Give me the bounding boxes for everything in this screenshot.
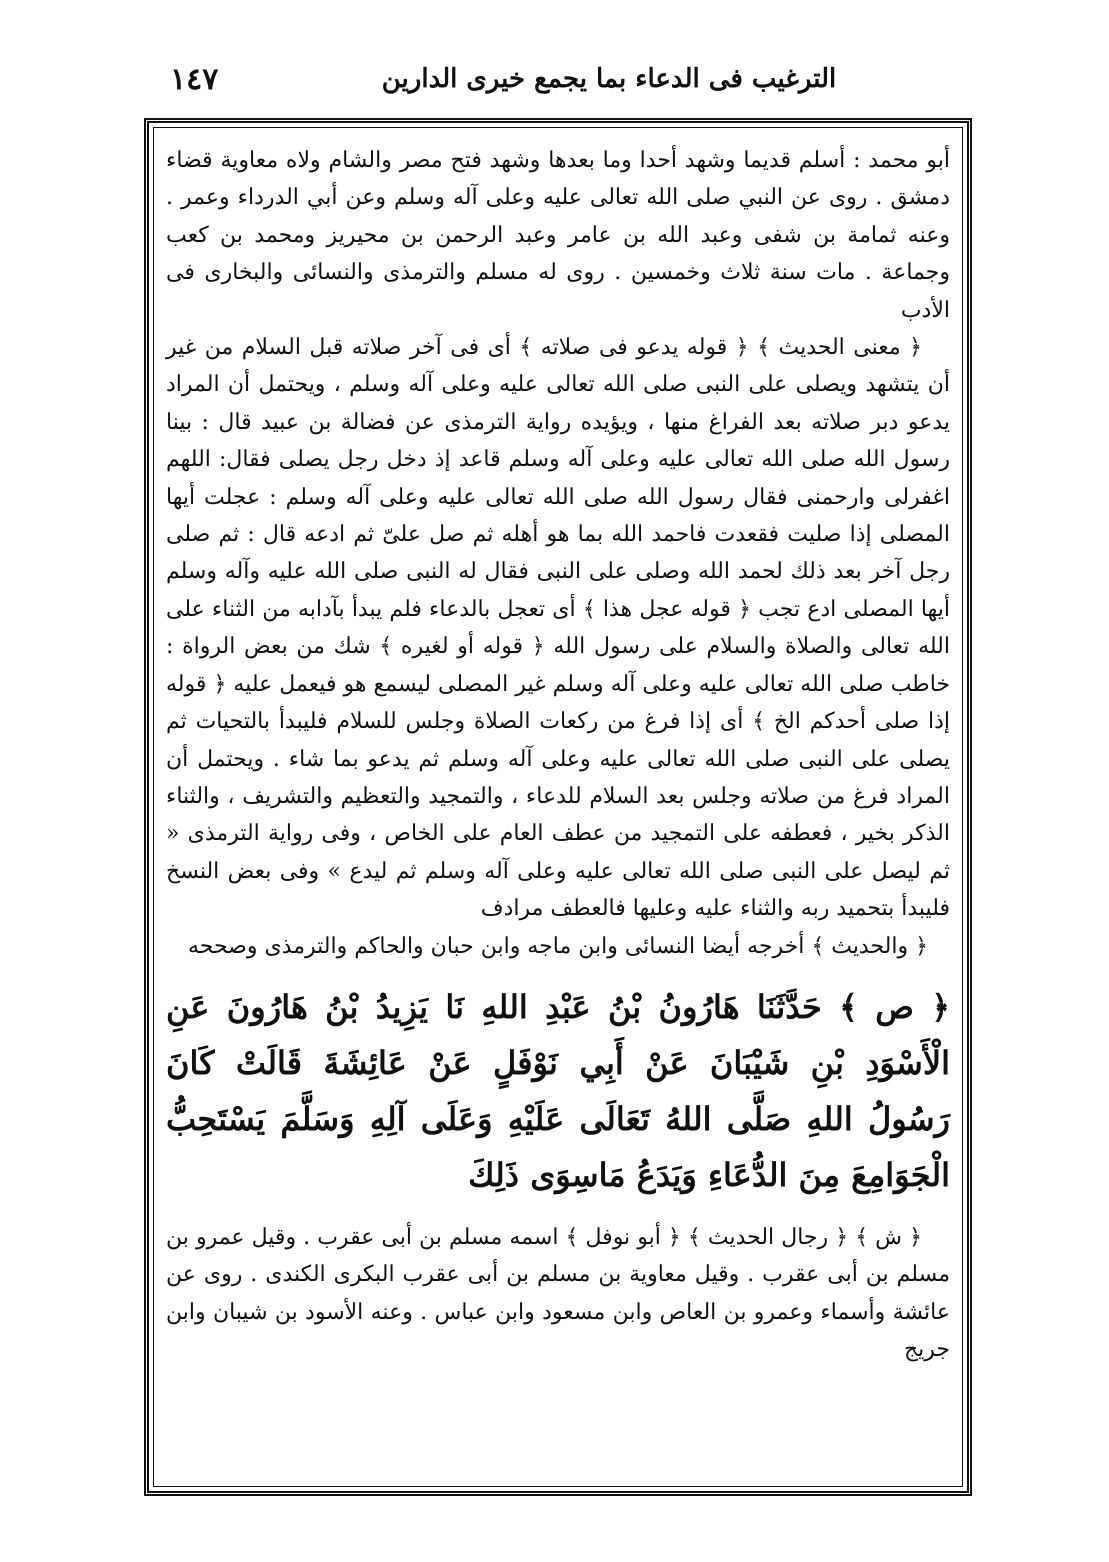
narrators-commentary: ﴿ ش ﴾ ﴿ رجال الحديث ﴾ ﴿ أبو نوفل ﴾ اسمه مسلم بن أبى عقرب . وقيل عمرو بن مسلم بن أبى عقرب . وقيل معاوية بن مسلم بن أبى عقرب البكرى الكندى . روى عن عائشة وأسماء وعمرو بن العاص وابن مسعود وابن عباس . وعنه الأسود بن شيبان وابن جريج <box>166 1224 950 1363</box>
hadith-meaning: ﴿ معنى الحديث ﴾ ﴿ قوله يدعو فى صلاته ﴾ أى فى آخر صلاته قبل السلام من غير أن يتشهد ويصلى على النبى صلى الله تعالى عليه وعلى آله وسلم ، ويحتمل أن المراد يدعو دبر صلاته بعد الفراغ منها ، ويؤيده رواية الترمذى عن فضالة بن عبيد قال : بينا رسول الله صلى الله تعالى عليه وعلى آله وسلم قاعد إذ دخل رجل يصلى فقال: اللهم اغفرلى وارحمنى فقال رسول الله صلى الله تعالى عليه وعلى آله وسلم : عجلت أيها المصلى إذا صليت فقعدت فاحمد الله بما هو أهله ثم صل علىّ ثم ادعه قال : ثم صلى رجل آخر بعد ذلك لحمد الله وصلى على النبى فقال له النبى صلى الله عليه وآله وسلم أيها المصلى ادع تجب ﴿ قوله عجل هذا ﴾ أى تعجل بالدعاء فلم يبدأ بآدابه من الثناء على الله تعالى والصلاة والسلام على رسول الله ﴿ قوله أو لغيره ﴾ شك من بعض الرواة : خاطب صلى الله تعالى عليه وعلى آله وسلم غير المصلى ليسمع هو فيعمل عليه ﴿ قوله إذا صلى أحدكم الخ ﴾ أى إذا فرغ من ركعات الصلاة وجلس للسلام فليبدأ بالتحيات ثم يصلى على النبى صلى الله تعالى عليه وعلى آله وسلم ثم يدعو بما شاء . ويحتمل أن المراد فرغ من صلاته وجلس بعد السلام للدعاء ، والتمجيد والتعظيم والتشريف ، والثناء الذكر بخير ، فعطفه على التمجيد من عطف العام على الخاص ، وفى رواية الترمذى « ثم ليصل على النبى صلى الله تعالى عليه وعلى آله وسلم ثم ليدع » وفى بعض النسخ فليبدأ بتحميد ربه والثناء عليه وعليها فالعطف مرادف <box>166 335 950 922</box>
page-header <box>150 62 958 110</box>
hadith-sources: ﴿ والحديث ﴾ أخرجه أيضا النسائى وابن ماجه وابن حبان والحاكم والترمذى وصححه <box>187 933 929 959</box>
narrator-biography: أبو محمد : أسلم قديما وشهد أحدا وما بعدها وشهد فتح مصر والشام ولاه معاوية قضاء دمشق . روى عن النبي صلى الله تعالى عليه وعلى آله وسلم وعن أبي الدرداء وعمر . وعنه ثمامة بن شفى وعبد الله بن عامر وعبد الرحمن بن محيريز ومحمد بن كعب وجماعة . مات سنة ثلاث وخمسين . روى له مسلم والترمذى والنسائى والبخارى فى الأدب <box>166 148 950 323</box>
page-body <box>166 142 950 1482</box>
page-number: ١٤٧ <box>170 62 219 97</box>
hadith-text: ﴿ ص ﴾ حَدَّثَنَا هَارُونُ بْنُ عَبْدِ اللهِ نَا يَزِيدُ بْنُ هَارُونَ عَنِ الْأَسْوَدِ بْنِ شَيْبَانَ عَنْ أَبِي نَوْفَلٍ عَنْ عَائِشَةَ قَالَتْ كَانَ رَسُولُ اللهِ صَلَّى اللهُ تَعَالَى عَلَيْهِ وَعَلَى آلِهِ وَسَلَّمَ يَسْتَحِبُّ الْجَوَامِعَ مِنَ الدُّعَاءِ وَيَدَعُ مَاسِوَى ذَلِكَ <box>166 987 951 1194</box>
running-title: الترغيب فى الدعاء بما يجمع خيرى الدارين <box>381 64 837 94</box>
